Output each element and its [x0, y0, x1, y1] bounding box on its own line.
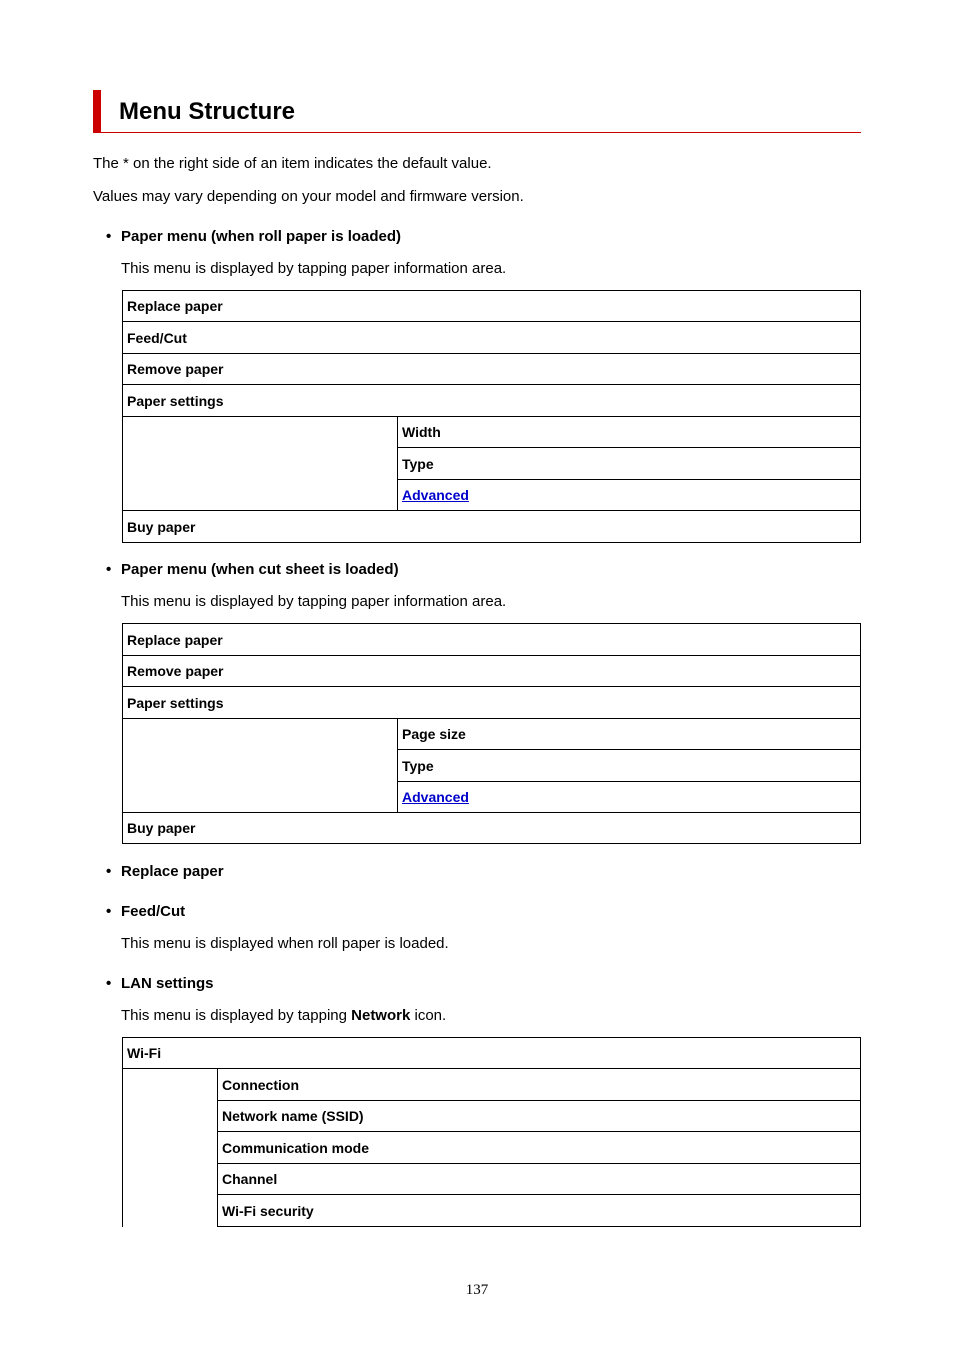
- menu-row: Wi-Fi: [122, 1037, 861, 1069]
- indent-border: [122, 1068, 123, 1227]
- bullet-icon: •: [106, 863, 112, 880]
- indent-cell: [122, 416, 398, 511]
- intro-variation-note: Values may vary depending on your model and firmware version.: [93, 188, 524, 205]
- menu-row: Buy paper: [122, 510, 861, 543]
- submenu-row: Communication mode: [217, 1131, 861, 1164]
- menu-row: Remove paper: [122, 655, 861, 687]
- menu-row: Replace paper: [122, 290, 861, 322]
- submenu-row: Wi-Fi security: [217, 1194, 861, 1227]
- menu-row: Replace paper: [122, 623, 861, 656]
- bullet-icon: •: [106, 561, 112, 578]
- page-heading: [93, 90, 861, 133]
- submenu-row: Channel: [217, 1163, 861, 1195]
- section-replace-title: Replace paper: [121, 863, 224, 880]
- submenu-row: Connection: [217, 1068, 861, 1101]
- bullet-icon: •: [106, 975, 112, 992]
- submenu-row: [397, 781, 861, 813]
- menu-row: Remove paper: [122, 353, 861, 385]
- menu-row: Paper settings: [122, 686, 861, 719]
- advanced-link[interactable]: Advanced: [402, 487, 469, 503]
- section-feed-title: Feed/Cut: [121, 903, 186, 920]
- submenu-row: [397, 479, 861, 511]
- section-lan-title: LAN settings: [121, 975, 214, 992]
- advanced-link[interactable]: Advanced: [402, 789, 469, 805]
- page-title: Menu Structure: [119, 98, 296, 125]
- heading-accent-bar: [93, 90, 101, 133]
- page-number: 137: [465, 1282, 489, 1298]
- submenu-row: Width: [397, 416, 861, 448]
- intro-default-note: The * on the right side of an item indicates the default value.: [93, 155, 492, 172]
- menu-row: Paper settings: [122, 384, 861, 417]
- submenu-row: Type: [397, 447, 861, 480]
- submenu-row: Page size: [397, 718, 861, 750]
- section-feed-desc: This menu is displayed when roll paper is loaded.: [121, 935, 449, 952]
- bullet-icon: •: [106, 228, 112, 245]
- submenu-row: Network name (SSID): [217, 1100, 861, 1132]
- menu-row: Buy paper: [122, 812, 861, 844]
- section-cut-desc: This menu is displayed by tapping paper information area.: [121, 593, 507, 610]
- bullet-icon: •: [106, 903, 112, 920]
- indent-cell: [122, 718, 398, 813]
- menu-row: Feed/Cut: [122, 321, 861, 354]
- section-roll-title: Paper menu (when roll paper is loaded): [121, 228, 402, 245]
- section-roll-desc: This menu is displayed by tapping paper information area.: [121, 260, 507, 277]
- section-lan-desc: This menu is displayed by tapping Network icon.: [121, 1007, 447, 1024]
- submenu-row: Type: [397, 749, 861, 782]
- section-cut-title: Paper menu (when cut sheet is loaded): [121, 561, 399, 578]
